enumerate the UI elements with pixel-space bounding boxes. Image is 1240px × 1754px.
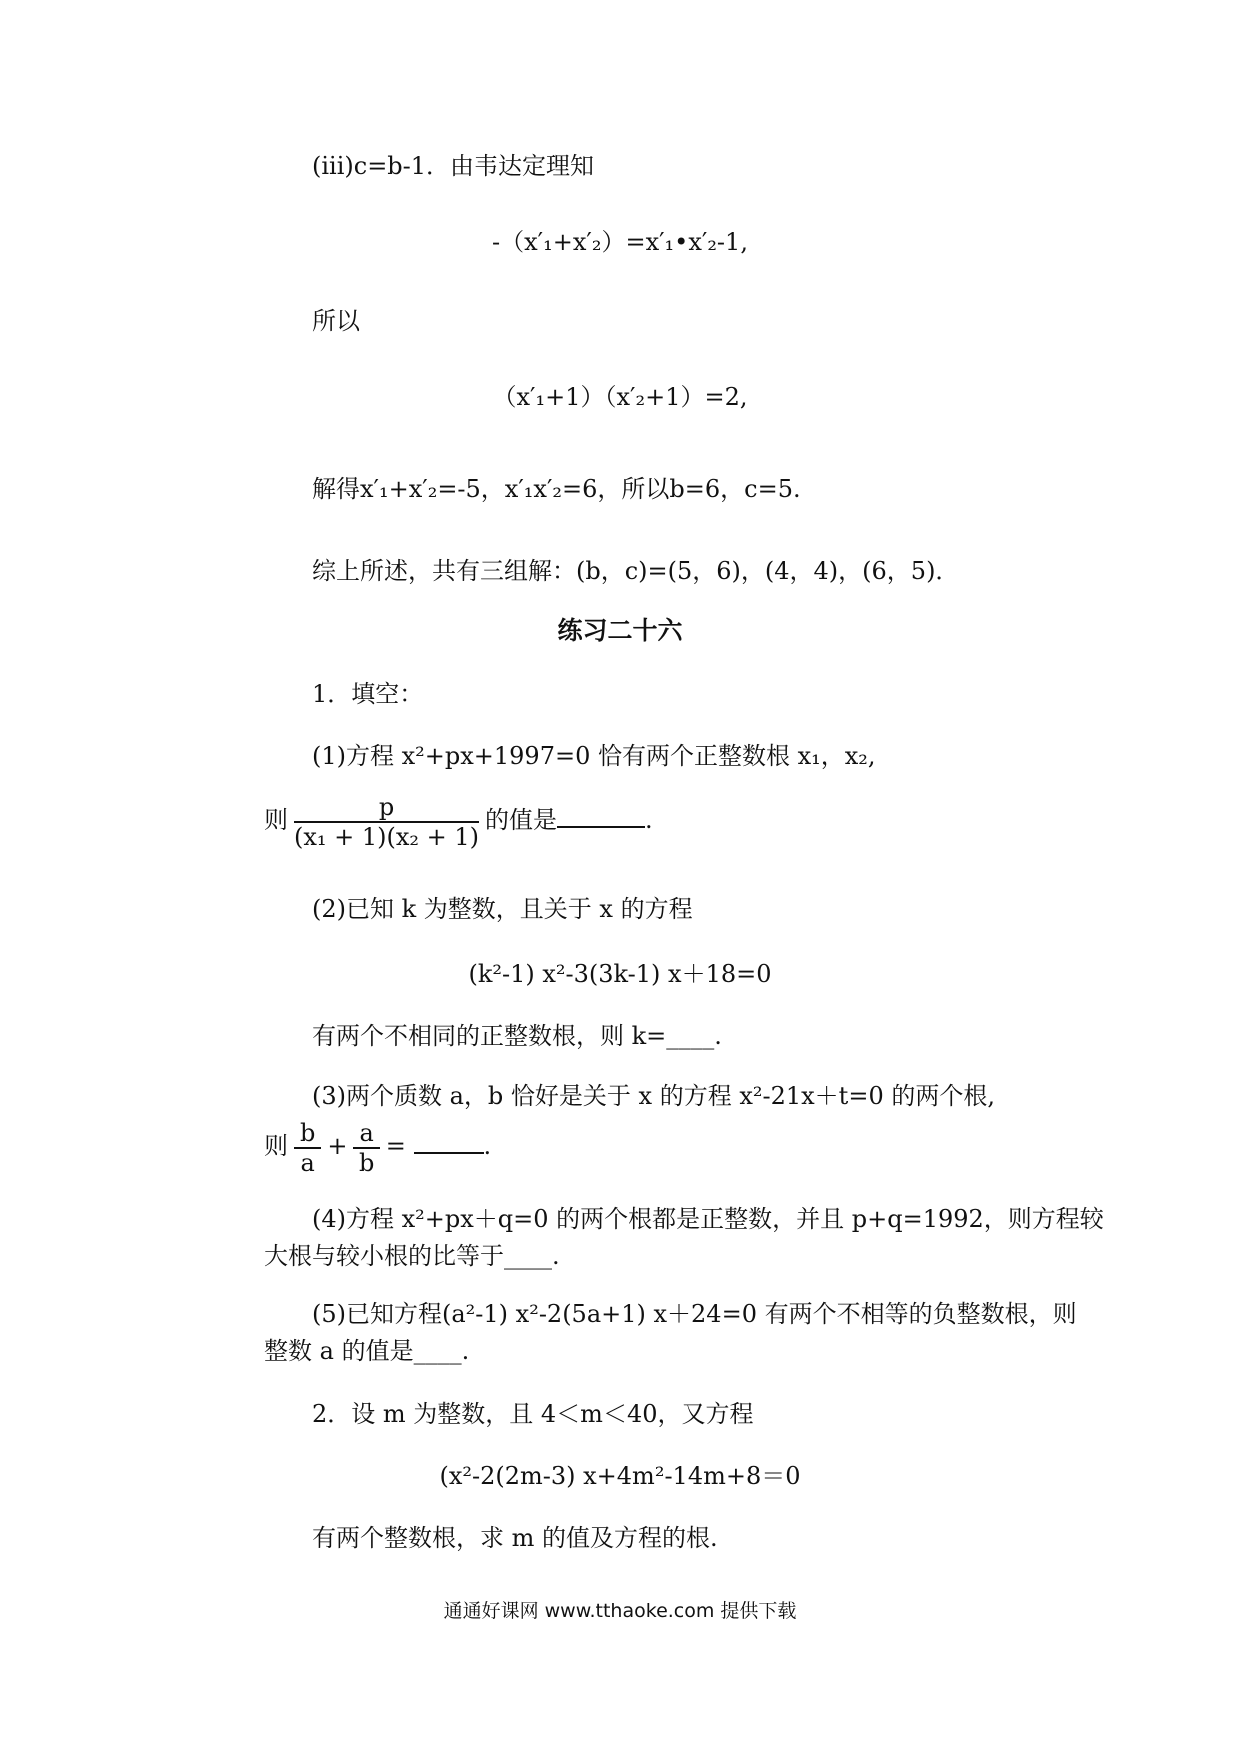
- fraction-numerator: b: [294, 1119, 321, 1149]
- vieta-equation: -（x′₁+x′₂）=x′₁•x′₂-1,: [492, 228, 748, 256]
- fraction-numerator: p: [294, 793, 479, 823]
- q2-question: 有两个整数根，求 m 的值及方程的根.: [312, 1524, 718, 1552]
- exercise-title: 练习二十六: [557, 616, 683, 645]
- then-label: 则: [264, 806, 288, 834]
- fraction-denominator: a: [300, 1148, 315, 1177]
- q2-equation: (x²-2(2m-3) x+4m²-14m+8＝0: [439, 1462, 801, 1490]
- solution-case-iii: (iii)c=b-1．由韦达定理知: [312, 152, 595, 180]
- then-label: 则: [264, 1132, 288, 1160]
- q1-part5-line2: 整数 a 的值是____.: [264, 1337, 470, 1365]
- q1-part3-question: [264, 1116, 491, 1177]
- summary-text: 综上所述，共有三组解：(b，c)=(5，6)，(4，4)，(6，5)．: [312, 557, 960, 585]
- q1-part2-equation: (k²-1) x²-3(3k-1) x＋18=0: [468, 960, 772, 988]
- q1-part2-statement: (2)已知 k 为整数，且关于 x 的方程: [312, 895, 693, 923]
- q2-statement: 2．设 m 为整数，且 4＜m＜40，又方程: [312, 1400, 754, 1428]
- fraction-p-over-roots: [294, 793, 479, 851]
- q1-part5-line1: (5)已知方程(a²-1) x²-2(5a+1) x＋24=0 有两个不相等的负整数根，则: [312, 1300, 1077, 1328]
- q1-part2-question: 有两个不相同的正整数根，则 k=____.: [312, 1022, 722, 1050]
- period: .: [645, 806, 653, 834]
- answer-blank: [414, 1130, 484, 1154]
- period: .: [483, 1132, 492, 1160]
- product-equation: （x′₁+1）（x′₂+1）=2,: [492, 383, 748, 411]
- plus-sign: +: [327, 1132, 348, 1160]
- equals-sign: =: [385, 1132, 406, 1160]
- q1-part4-line2: 大根与较小根的比等于____.: [264, 1242, 560, 1270]
- fraction-numerator: a: [353, 1119, 379, 1149]
- fraction-b-over-a: [294, 1119, 321, 1177]
- fraction-denominator: (x₁ + 1)(x₂ + 1): [294, 822, 480, 851]
- answer-blank: [557, 804, 645, 828]
- q1-part1-question: [264, 790, 653, 851]
- fraction-a-over-b: [353, 1119, 379, 1177]
- q1-part1-statement: (1)方程 x²+px+1997=0 恰有两个正整数根 x₁，x₂,: [312, 742, 876, 770]
- therefore-text: 所以: [312, 307, 360, 335]
- page-footer: 通通好课网 www.tthaoke.com 提供下载: [443, 1600, 797, 1622]
- q1-part3-statement: (3)两个质数 a，b 恰好是关于 x 的方程 x²-21x＋t=0 的两个根,: [312, 1082, 995, 1110]
- value-is-label: 的值是: [485, 806, 558, 834]
- fraction-denominator: b: [358, 1148, 375, 1177]
- q1-part4-line1: (4)方程 x²+px＋q=0 的两个根都是正整数，并且 p+q=1992，则方程较: [312, 1205, 1104, 1233]
- q1-intro: 1．填空：: [312, 680, 424, 708]
- solution-result: 解得x′₁+x′₂=-5，x′₁x′₂=6，所以b=6，c=5.: [312, 475, 801, 503]
